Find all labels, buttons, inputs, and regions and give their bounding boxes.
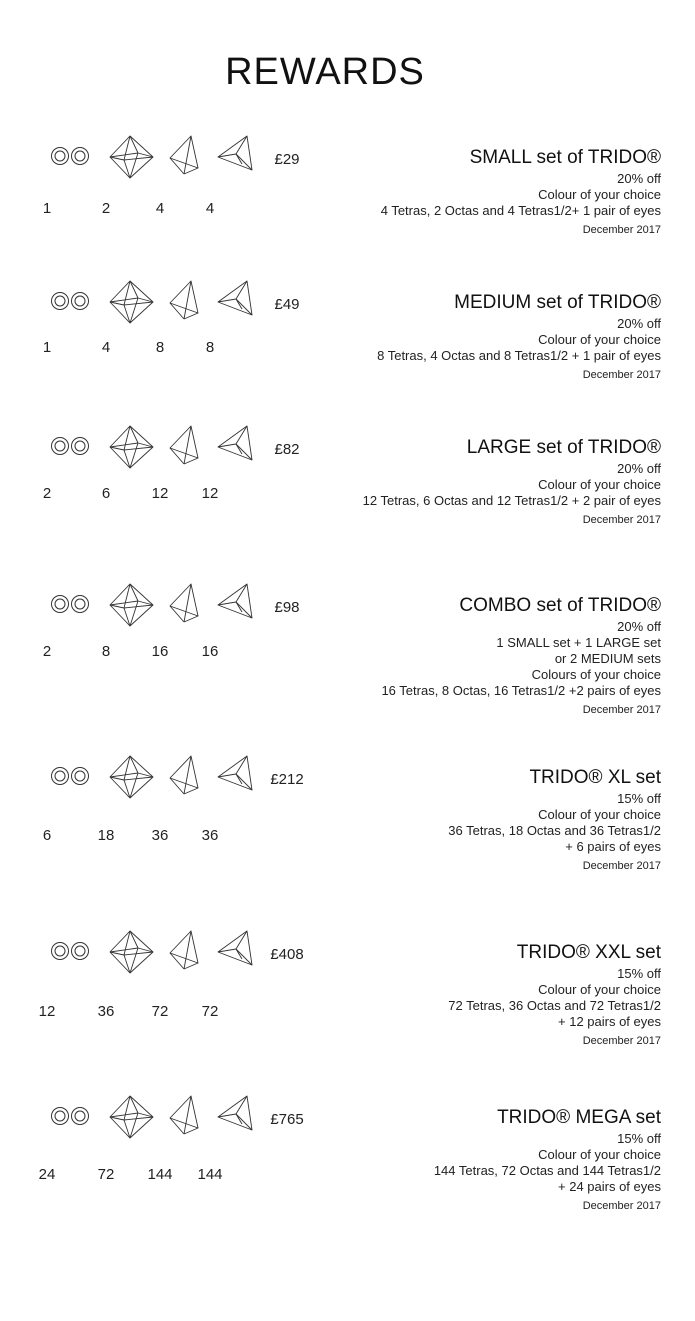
tetra-icon bbox=[166, 582, 206, 624]
eyes-count: 1 bbox=[42, 339, 52, 356]
octa-icon bbox=[108, 424, 156, 470]
octa-icon bbox=[108, 1094, 156, 1140]
octa-icon bbox=[108, 582, 156, 628]
reward-title: TRIDO® XXL set bbox=[516, 942, 661, 963]
reward-details bbox=[261, 291, 661, 382]
tetra-icon bbox=[166, 279, 206, 321]
reward-price: £765 bbox=[270, 1111, 304, 1128]
reward-title: LARGE set of TRIDO® bbox=[466, 437, 661, 458]
reward-title: COMBO set of TRIDO® bbox=[459, 595, 661, 616]
reward-title: TRIDO® XL set bbox=[529, 767, 661, 788]
eyes-count: 1 bbox=[42, 200, 52, 217]
octa-count: 36 bbox=[97, 1003, 115, 1020]
reward-details bbox=[261, 766, 661, 873]
reward-description-line: + 6 pairs of eyes bbox=[565, 839, 661, 854]
tetra-half-count: 4 bbox=[205, 200, 215, 217]
reward-price: £98 bbox=[274, 599, 300, 616]
reward-date: December 2017 bbox=[582, 1200, 661, 1212]
reward-description-line: + 24 pairs of eyes bbox=[558, 1179, 661, 1194]
reward-description-line: 36 Tetras, 18 Octas and 36 Tetras1/2 bbox=[448, 823, 661, 838]
reward-description-line: Colour of your choice bbox=[538, 807, 661, 822]
page-title: REWARDS bbox=[225, 51, 425, 94]
octa-icon bbox=[108, 134, 156, 180]
reward-description-line: 4 Tetras, 2 Octas and 4 Tetras1/2+ 1 pair of eyes bbox=[380, 203, 661, 218]
tetra-half-icon bbox=[216, 754, 258, 796]
reward-details bbox=[261, 436, 661, 527]
tetra-half-icon bbox=[216, 134, 258, 176]
reward-description-line: or 2 MEDIUM sets bbox=[554, 651, 661, 666]
eyes-icon bbox=[50, 590, 94, 618]
reward-date: December 2017 bbox=[582, 514, 661, 526]
tetra-half-count: 72 bbox=[201, 1003, 219, 1020]
eyes-icon bbox=[50, 142, 94, 170]
reward-description-line: Colour of your choice bbox=[538, 187, 661, 202]
reward-title: MEDIUM set of TRIDO® bbox=[454, 292, 661, 313]
reward-date: December 2017 bbox=[582, 224, 661, 236]
tetra-count: 12 bbox=[151, 485, 169, 502]
reward-date: December 2017 bbox=[582, 704, 661, 716]
reward-discount: 15% off bbox=[617, 966, 661, 981]
tetra-half-icon bbox=[216, 279, 258, 321]
octa-count: 6 bbox=[101, 485, 111, 502]
tetra-half-count: 12 bbox=[201, 485, 219, 502]
tetra-half-count: 16 bbox=[201, 643, 219, 660]
octa-count: 2 bbox=[101, 200, 111, 217]
eyes-count: 2 bbox=[42, 643, 52, 660]
reward-description-line: 12 Tetras, 6 Octas and 12 Tetras1/2 + 2 pair of eyes bbox=[362, 493, 661, 508]
tetra-count: 144 bbox=[147, 1166, 173, 1183]
octa-count: 18 bbox=[97, 827, 115, 844]
reward-discount: 20% off bbox=[617, 619, 661, 634]
reward-price: £82 bbox=[274, 441, 300, 458]
reward-details bbox=[261, 941, 661, 1048]
reward-description-line: Colour of your choice bbox=[538, 982, 661, 997]
reward-description-line: Colour of your choice bbox=[538, 477, 661, 492]
reward-description-line: Colour of your choice bbox=[538, 1147, 661, 1162]
eyes-count: 24 bbox=[38, 1166, 56, 1183]
tetra-icon bbox=[166, 754, 206, 796]
tetra-icon bbox=[166, 1094, 206, 1136]
reward-description-line: 1 SMALL set + 1 LARGE set bbox=[496, 635, 661, 650]
reward-details bbox=[261, 1106, 661, 1213]
octa-count: 4 bbox=[101, 339, 111, 356]
reward-title: TRIDO® MEGA set bbox=[497, 1107, 661, 1128]
tetra-count: 16 bbox=[151, 643, 169, 660]
tetra-icon bbox=[166, 424, 206, 466]
eyes-icon bbox=[50, 1102, 94, 1130]
tetra-count: 72 bbox=[151, 1003, 169, 1020]
eyes-count: 6 bbox=[42, 827, 52, 844]
reward-description-line: Colours of your choice bbox=[531, 667, 661, 682]
tetra-icon bbox=[166, 929, 206, 971]
tetra-icon bbox=[166, 134, 206, 176]
reward-price: £408 bbox=[270, 946, 304, 963]
eyes-icon bbox=[50, 432, 94, 460]
tetra-half-icon bbox=[216, 929, 258, 971]
reward-description-line: 8 Tetras, 4 Octas and 8 Tetras1/2 + 1 pair of eyes bbox=[377, 348, 661, 363]
reward-discount: 15% off bbox=[617, 1131, 661, 1146]
eyes-icon bbox=[50, 937, 94, 965]
reward-description-line: 144 Tetras, 72 Octas and 144 Tetras1/2 bbox=[433, 1163, 661, 1178]
reward-price: £49 bbox=[274, 296, 300, 313]
octa-icon bbox=[108, 929, 156, 975]
octa-count: 8 bbox=[101, 643, 111, 660]
tetra-count: 36 bbox=[151, 827, 169, 844]
octa-count: 72 bbox=[97, 1166, 115, 1183]
eyes-count: 2 bbox=[42, 485, 52, 502]
reward-discount: 20% off bbox=[617, 316, 661, 331]
tetra-half-count: 8 bbox=[205, 339, 215, 356]
tetra-half-count: 144 bbox=[197, 1166, 223, 1183]
tetra-count: 8 bbox=[155, 339, 165, 356]
eyes-icon bbox=[50, 287, 94, 315]
reward-description-line: 72 Tetras, 36 Octas and 72 Tetras1/2 bbox=[448, 998, 661, 1013]
octa-icon bbox=[108, 279, 156, 325]
reward-discount: 20% off bbox=[617, 171, 661, 186]
reward-date: December 2017 bbox=[582, 1035, 661, 1047]
tetra-half-icon bbox=[216, 582, 258, 624]
reward-price: £29 bbox=[274, 151, 300, 168]
tetra-half-icon bbox=[216, 1094, 258, 1136]
octa-icon bbox=[108, 754, 156, 800]
reward-discount: 15% off bbox=[617, 791, 661, 806]
reward-date: December 2017 bbox=[582, 860, 661, 872]
reward-description-line: 16 Tetras, 8 Octas, 16 Tetras1/2 +2 pairs of eyes bbox=[381, 683, 661, 698]
reward-details bbox=[261, 146, 661, 237]
tetra-half-icon bbox=[216, 424, 258, 466]
reward-discount: 20% off bbox=[617, 461, 661, 476]
tetra-half-count: 36 bbox=[201, 827, 219, 844]
eyes-icon bbox=[50, 762, 94, 790]
reward-date: December 2017 bbox=[582, 369, 661, 381]
reward-description-line: + 12 pairs of eyes bbox=[558, 1014, 661, 1029]
tetra-count: 4 bbox=[155, 200, 165, 217]
reward-price: £212 bbox=[270, 771, 304, 788]
eyes-count: 12 bbox=[38, 1003, 56, 1020]
reward-details bbox=[261, 594, 661, 717]
reward-description-line: Colour of your choice bbox=[538, 332, 661, 347]
reward-title: SMALL set of TRIDO® bbox=[469, 147, 661, 168]
